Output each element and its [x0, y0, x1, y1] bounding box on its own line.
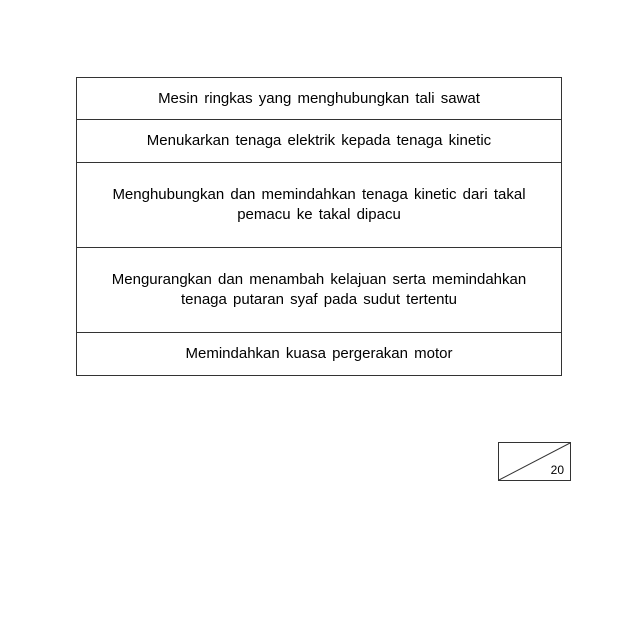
table-row: Menghubungkan dan memindahkan tenaga kinetic dari takal pemacu ke takal dipacu — [77, 163, 561, 248]
table-row: Menukarkan tenaga elektrik kepada tenaga kinetic — [77, 120, 561, 163]
table-row: Memindahkan kuasa pergerakan motor — [185, 345, 453, 362]
answer-table — [76, 77, 562, 376]
table-row: Mengurangkan dan menambah kelajuan serta memindahkan tenaga putaran syaf pada sudut tertentu — [77, 248, 561, 333]
total-marks: 20 — [550, 463, 564, 477]
score-box — [498, 442, 571, 481]
table-row: Mesin ringkas yang menghubungkan tali sawat — [77, 78, 561, 120]
